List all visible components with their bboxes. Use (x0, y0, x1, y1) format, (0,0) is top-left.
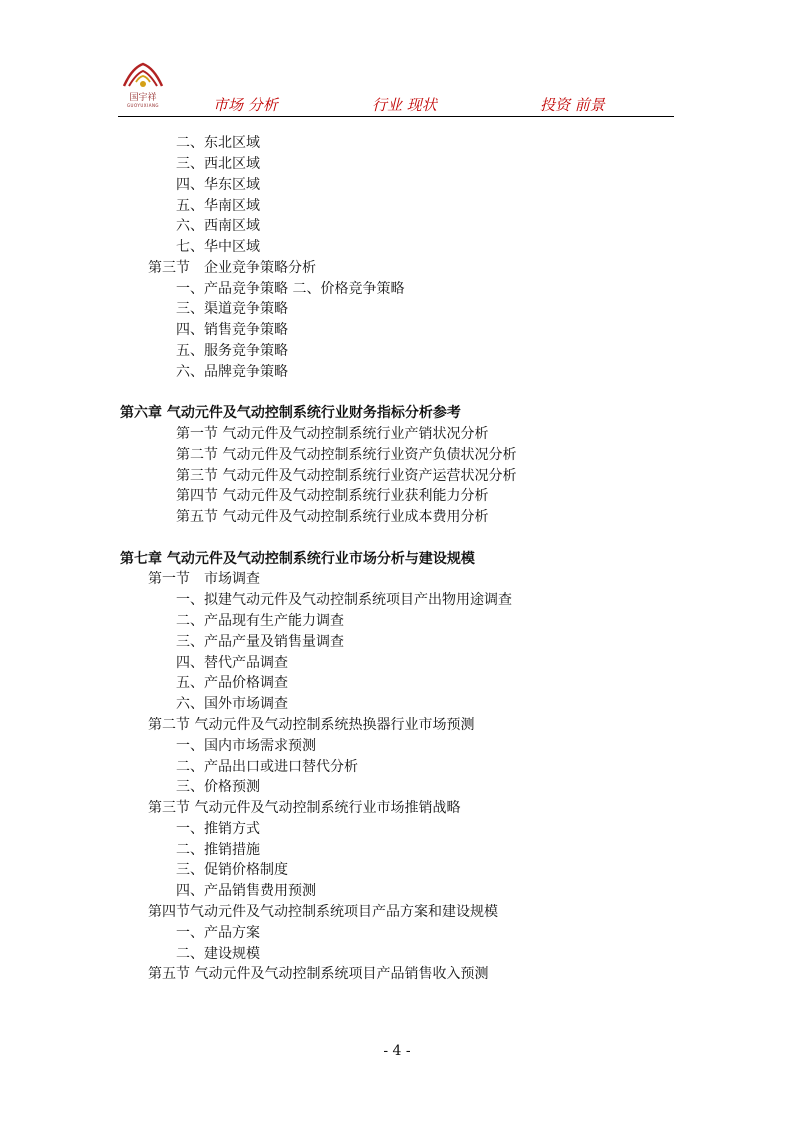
toc-section: 第四节气动元件及气动控制系统项目产品方案和建设规模 (148, 904, 498, 920)
toc-item: 一、国内市场需求预测 (176, 738, 316, 754)
toc-section: 第五节 气动元件及气动控制系统项目产品销售收入预测 (148, 966, 489, 982)
toc-item: 六、国外市场调查 (176, 696, 288, 712)
toc-section: 第四节 气动元件及气动控制系统行业获利能力分析 (176, 488, 489, 504)
toc-item: 一、拟建气动元件及气动控制系统项目产出物用途调查 (176, 592, 512, 608)
page-number: - 4 - (383, 1043, 411, 1059)
toc-section: 第二节 气动元件及气动控制系统行业资产负债状况分析 (176, 447, 517, 463)
logo-emblem-icon (118, 60, 168, 94)
header-tagline-market: 市场 分析 (213, 96, 278, 114)
toc-item: 五、华南区域 (176, 198, 260, 214)
toc-section: 第一节 气动元件及气动控制系统行业产销状况分析 (176, 426, 489, 442)
company-logo (118, 60, 168, 110)
toc-item: 六、西南区域 (176, 218, 260, 234)
toc-item: 二、产品现有生产能力调查 (176, 613, 344, 629)
toc-item: 二、东北区域 (176, 135, 260, 151)
toc-item: 三、渠道竞争策略 (176, 301, 288, 317)
toc-chapter: 第六章 气动元件及气动控制系统行业财务指标分析参考 (120, 405, 461, 421)
toc-item: 二、产品出口或进口替代分析 (176, 759, 358, 775)
toc-section: 第三节 气动元件及气动控制系统行业市场推销战略 (148, 800, 461, 816)
toc-section: 第二节 气动元件及气动控制系统热换器行业市场预测 (148, 717, 475, 733)
toc-item: 五、产品价格调查 (176, 675, 288, 691)
page-header (0, 0, 794, 120)
toc-section: 第三节 气动元件及气动控制系统行业资产运营状况分析 (176, 468, 517, 484)
toc-item: 三、西北区域 (176, 156, 260, 172)
header-tagline-industry: 行业 现状 (372, 96, 437, 114)
toc-item: 一、产品方案 (176, 925, 260, 941)
header-divider (118, 116, 674, 117)
toc-item: 一、产品竞争策略 二、价格竞争策略 (176, 281, 405, 297)
toc-item: 三、产品产量及销售量调查 (176, 634, 344, 650)
toc-item: 一、推销方式 (176, 821, 260, 837)
toc-item: 四、产品销售费用预测 (176, 883, 316, 899)
toc-item: 二、建设规模 (176, 946, 260, 962)
toc-item: 四、华东区域 (176, 177, 260, 193)
toc-item: 二、推销措施 (176, 842, 260, 858)
logo-text: 国宇祥 (129, 93, 157, 103)
toc-chapter: 第七章 气动元件及气动控制系统行业市场分析与建设规模 (120, 551, 475, 567)
toc-item: 三、促销价格制度 (176, 862, 288, 878)
toc-section: 第三节 企业竞争策略分析 (148, 260, 316, 276)
toc-item: 五、服务竞争策略 (176, 343, 288, 359)
toc-section: 第五节 气动元件及气动控制系统行业成本费用分析 (176, 509, 489, 525)
toc-item: 四、销售竞争策略 (176, 322, 288, 338)
toc-item: 六、品牌竞争策略 (176, 364, 288, 380)
toc-item: 三、价格预测 (176, 779, 260, 795)
toc-item: 七、华中区域 (176, 239, 260, 255)
toc-section: 第一节 市场调查 (148, 571, 260, 587)
header-tagline-investment: 投资 前景 (540, 96, 605, 114)
toc-item: 四、替代产品调查 (176, 655, 288, 671)
logo-subtext: GUOYUXIANG (126, 103, 160, 108)
